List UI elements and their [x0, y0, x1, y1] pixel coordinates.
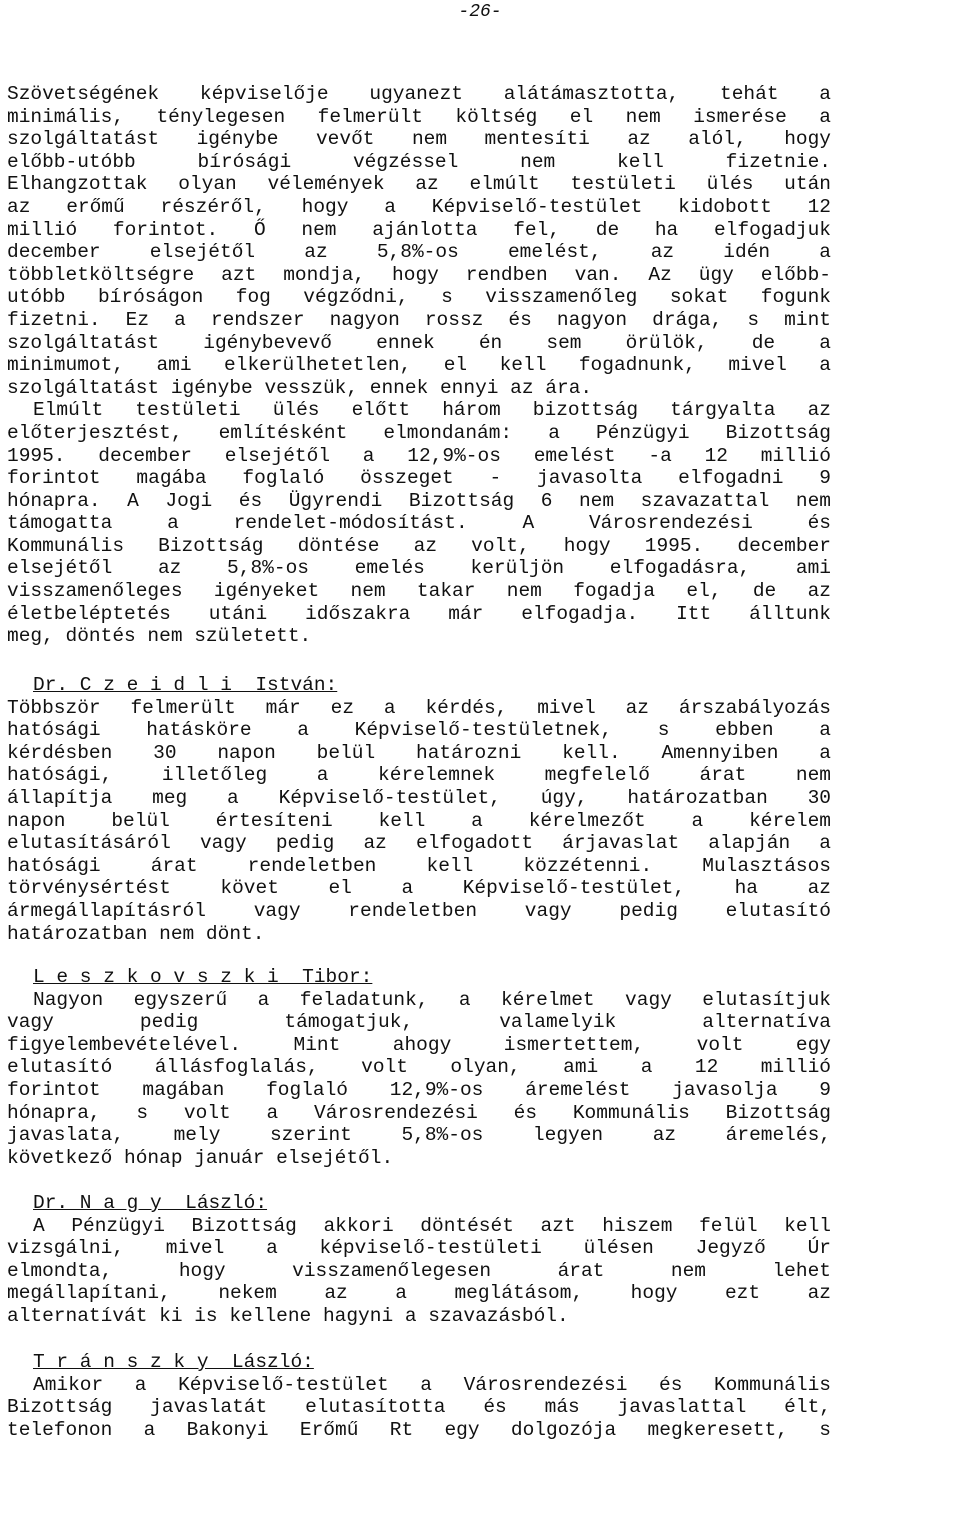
text-line: napon belül értesíteni kell a kérelmezőt a kérelem	[7, 809, 831, 832]
text-line: törvénysértést követ el a Képviselő-testület, ha az	[7, 877, 831, 900]
speaker-name: Dr. N a g y László:	[33, 1192, 268, 1214]
text-line: fizetni. Ez a rendszer nagyon rossz és nagyon drága, s mint	[7, 308, 831, 331]
text-line: Többször felmerült már ez a kérdés, mivel az árszabályozás	[7, 696, 831, 719]
paragraph-intro	[7, 83, 831, 648]
text-line: hónapra. A Jogi és Ügyrendi Bizottság 6 nem szavazattal nem	[7, 489, 831, 512]
text-line: következő hónap január elsejétől.	[7, 1146, 394, 1169]
speaker-heading	[7, 1351, 831, 1374]
text-line: Bizottság javaslatát elutasította és más javaslattal élt,	[7, 1396, 831, 1419]
text-line: hatósági árat rendeletben kell közzétenni. Mulasztásos	[7, 854, 831, 877]
text-line: elsejétől az 5,8%-os emelés kerüljön elfogadásra, ami	[7, 557, 831, 580]
text-line: ármegállapításról vagy rendeletben vagy pedig elutasító	[7, 899, 831, 922]
text-line: vagy pedig támogatjuk, valamelyik alternatíva	[7, 1011, 831, 1034]
text-line: meg, döntés nem született.	[7, 625, 312, 648]
speaker-heading	[7, 1192, 831, 1215]
text-line: javaslata, mely szerint 5,8%-os legyen az áremelés,	[7, 1124, 831, 1147]
speaker-name: L e s z k o v s z k i Tibor:	[33, 966, 373, 988]
text-line: az erőmű részéről, hogy a Képviselő-testület kidobott 12	[7, 195, 831, 218]
text-line: vizsgálni, mivel a képviselő-testületi ülésen Jegyző Úr	[7, 1237, 831, 1260]
text-line: Nagyon egyszerű a feladatunk, a kérelmet vagy elutasítjuk	[33, 988, 831, 1011]
text-line: millió forintot. Ő nem ajánlotta fel, de ha elfogadjuk	[7, 218, 831, 241]
text-line: többletköltségre azt mondja, hogy rendben van. Az ügy előbb-	[7, 263, 831, 286]
text-line: szolgáltatást igénybevevő ennek én sem örülök, de a	[7, 331, 831, 354]
text-line: elmondta, hogy visszamenőlegesen árat nem lehet	[7, 1259, 831, 1282]
text-line: szolgáltatást igénybe vevőt nem mentesíti az alól, hogy	[7, 128, 831, 151]
text-line: állapítja meg a Képviselő-testület, úgy, határozatban 30	[7, 786, 831, 809]
speaker-section-nagy	[7, 1192, 831, 1328]
text-line: forintot magába foglaló összeget - javasolta elfogadni 9	[7, 467, 831, 490]
speaker-name: Dr. C z e i d l i István:	[33, 674, 338, 696]
text-line: minimumot, ami elkerülhetetlen, el kell fogadnunk, mivel a	[7, 354, 831, 377]
text-line: december elsejétől az 5,8%-os emelést, az idén a	[7, 241, 831, 264]
speaker-section-leszkovszki	[7, 966, 831, 1169]
text-line: megállapítani, nekem az a meglátásom, hogy ezt az	[7, 1282, 831, 1305]
text-line: forintot magában foglaló 12,9%-os áremelést javasolja 9	[7, 1078, 831, 1101]
text-line: Szövetségének képviselője ugyanezt alátámasztotta, tehát a	[7, 83, 831, 105]
text-line: határozatban nem dönt.	[7, 922, 265, 945]
text-line: szolgáltatást igénybe vesszük, ennek ennyi az ára.	[7, 376, 593, 399]
speaker-section-transzky	[7, 1351, 831, 1441]
text-line: telefonon a Bakonyi Erőmű Rt egy dolgozója megkeresett, s	[7, 1418, 831, 1441]
speaker-heading	[7, 966, 831, 989]
text-line: hatósági, illetőleg a kérelemnek megfelelő árat nem	[7, 764, 831, 787]
text-line: 1995. december elsejétől a 12,9%-os emelést -a 12 millió	[7, 444, 831, 467]
text-line: Elhangzottak olyan vélemények az elmúlt testületi ülés után	[7, 173, 831, 196]
text-line: támogatta a rendelet-módosítást. A Városrendezési és	[7, 512, 831, 535]
text-line: elutasításáról vagy pedig az elfogadott árjavaslat alapján a	[7, 832, 831, 855]
text-line: életbeléptetés utáni időszakra már elfogadja. Itt álltunk	[7, 602, 831, 625]
text-line: figyelembevételével. Mint ahogy ismertettem, volt egy	[7, 1033, 831, 1056]
text-line: utóbb bíróságon fog végződni, s visszamenőleg sokat fogunk	[7, 286, 831, 309]
text-line: Amikor a Képviselő-testület a Városrendezési és Kommunális	[33, 1373, 831, 1396]
text-line: kérdésben 30 napon belül határozni kell. Amennyiben a	[7, 741, 831, 764]
speaker-heading	[7, 674, 831, 697]
text-line: hónapra, s volt a Városrendezési és Kommunális Bizottság	[7, 1101, 831, 1124]
text-line: minimális, ténylegesen felmerült költség el nem ismerése a	[7, 105, 831, 128]
text-line: Elmúlt testületi ülés előtt három bizottság tárgyalta az	[33, 399, 831, 422]
text-line: visszamenőleges igényeket nem takar nem fogadja el, de az	[7, 580, 831, 603]
text-line: hatósági hatásköre a Képviselő-testületnek, s ebben a	[7, 719, 831, 742]
page-number: -26-	[458, 2, 502, 22]
text-line: elutasító állásfoglalás, volt olyan, ami a 12 millió	[7, 1056, 831, 1079]
speaker-name: T r á n s z k y László:	[33, 1351, 314, 1373]
text-line: előbb-utóbb bírósági végzéssel nem kell fizetnie.	[7, 150, 831, 173]
text-line: alternatívát ki is kellene hagyni a szavazásból.	[7, 1304, 569, 1327]
text-line: Kommunális Bizottság döntése az volt, hogy 1995. december	[7, 534, 831, 557]
speaker-section-czeidli	[7, 674, 831, 945]
text-line: előterjesztést, említésként elmondanám: a Pénzügyi Bizottság	[7, 421, 831, 444]
text-line: A Pénzügyi Bizottság akkori döntését azt hiszem felül kell	[33, 1214, 831, 1237]
